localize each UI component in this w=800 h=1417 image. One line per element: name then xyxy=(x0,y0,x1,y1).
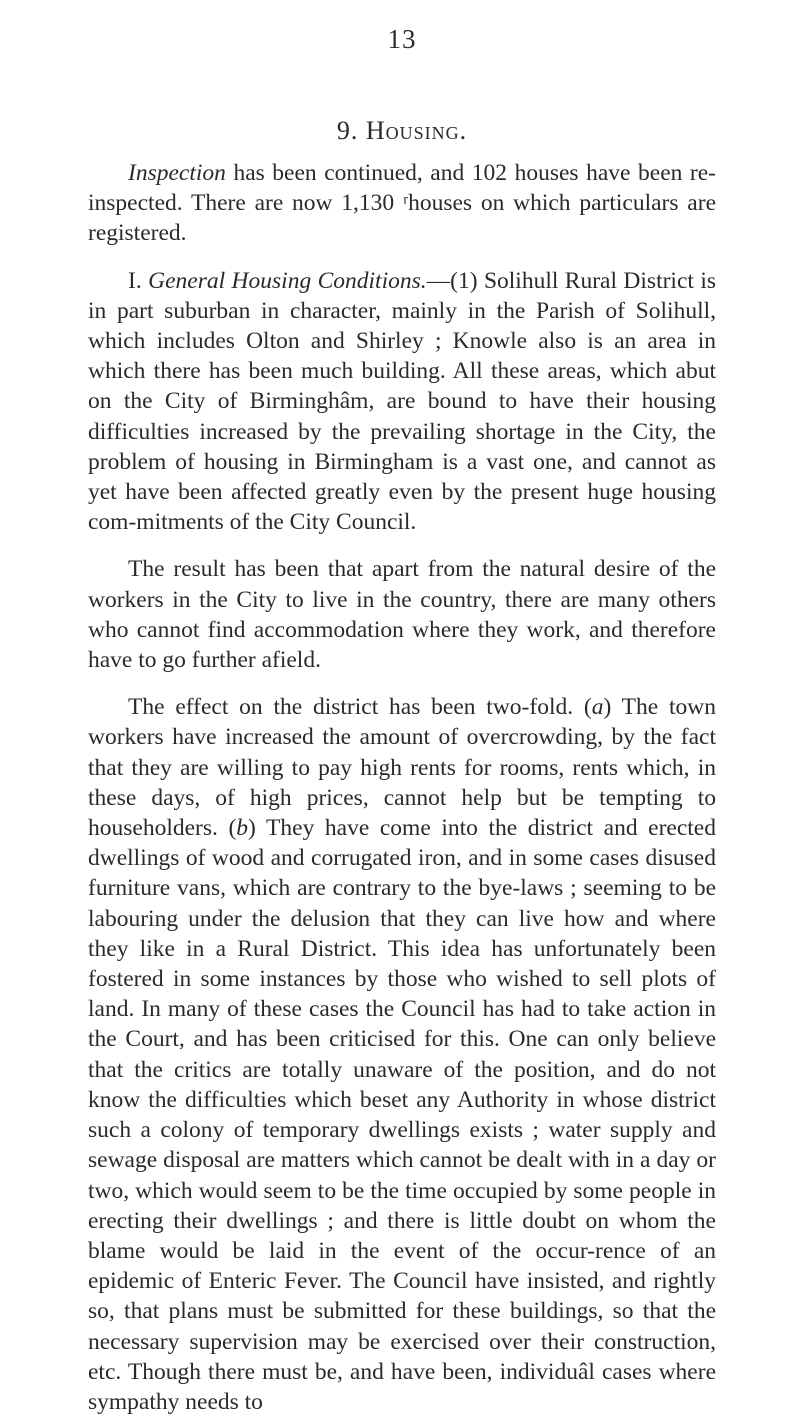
paragraph-inspection xyxy=(88,158,716,249)
paragraph-text: —(1) Solihull Rural District is in part suburban in character, mainly in the Parish of Solihull, which includes Olton and Shirley ; Knowle also is an area in which there has been much building. All these areas, which abut on the City of Birminghâm, are bound to have their housing difficulties increased by the prevailing shortage in the City, the problem of housing in Birmingham is a vast one, and cannot as yet have been affected greatly even by the present huge housing com-mitments of the City Council. xyxy=(88,267,717,536)
paragraph-effect xyxy=(88,692,716,1417)
paragraph-heading: General Housing Conditions. xyxy=(148,267,427,294)
paragraph-text-c: ) They have come into the district and erected dwellings of wood and corrugated iron, and in some cases disused furniture vans, which are contrary to the bye-laws ; seeming to be labouring under the delusion that they can live how and where they like in a Rural District. This idea has unfortunately been fostered in some instances by those who wished to sell plots of land. In many of these cases the Council has had to take action in the Court, and has been criticised for this. One can only believe that the critics are totally unaware of the position, and do not know the difficulties which beset any Authority in whose district such a colony of temporary dwellings exists ; water supply and sewage disposal are matters which cannot be dealt with in a day or two, which would seem to be the time occupied by some people in erecting their dwellings ; and there is little doubt on whom the blame would be laid in the event of the occur-rence of an epidemic of Enteric Fever. The Council have insisted, and rightly so, that plans must be submitted for these buildings, so that the necessary supervision may be exercised over their construction, etc. Though there must be, and have been, individuâl cases where sympathy needs to xyxy=(88,815,716,1415)
paragraph-text-a: The effect on the district has been two-fold. ( xyxy=(128,694,592,721)
page-number: 13 xyxy=(387,24,417,54)
section-heading xyxy=(88,116,716,146)
paragraph-lead: Inspection xyxy=(128,160,226,186)
paragraph-text: has been continued, and 102 houses have been re-inspected. There are now 1,130 ʳhouses on which particulars are registered. xyxy=(88,160,716,247)
section-number: 9. xyxy=(336,116,359,145)
section-title: Housing. xyxy=(365,116,468,145)
paragraph-general-conditions xyxy=(88,266,716,538)
paragraph-text: The result has been that apart from the natural desire of the workers in the City to live in the country, there are many others who cannot find accommodation where they work, and therefore have to go further afield. xyxy=(88,556,716,674)
paragraph-text-b: ) The town workers have increased the amount of overcrowding, by the fact that they are willing to pay high rents for rooms, rents which, in these days, of high prices, cannot help but be tempting to householders. ( xyxy=(88,694,716,842)
paragraph-result xyxy=(88,554,716,675)
list-marker-a: a xyxy=(591,694,604,721)
paragraph-numeral: I. xyxy=(128,267,142,294)
list-marker-b: b xyxy=(236,815,249,842)
body-text xyxy=(88,158,716,1417)
